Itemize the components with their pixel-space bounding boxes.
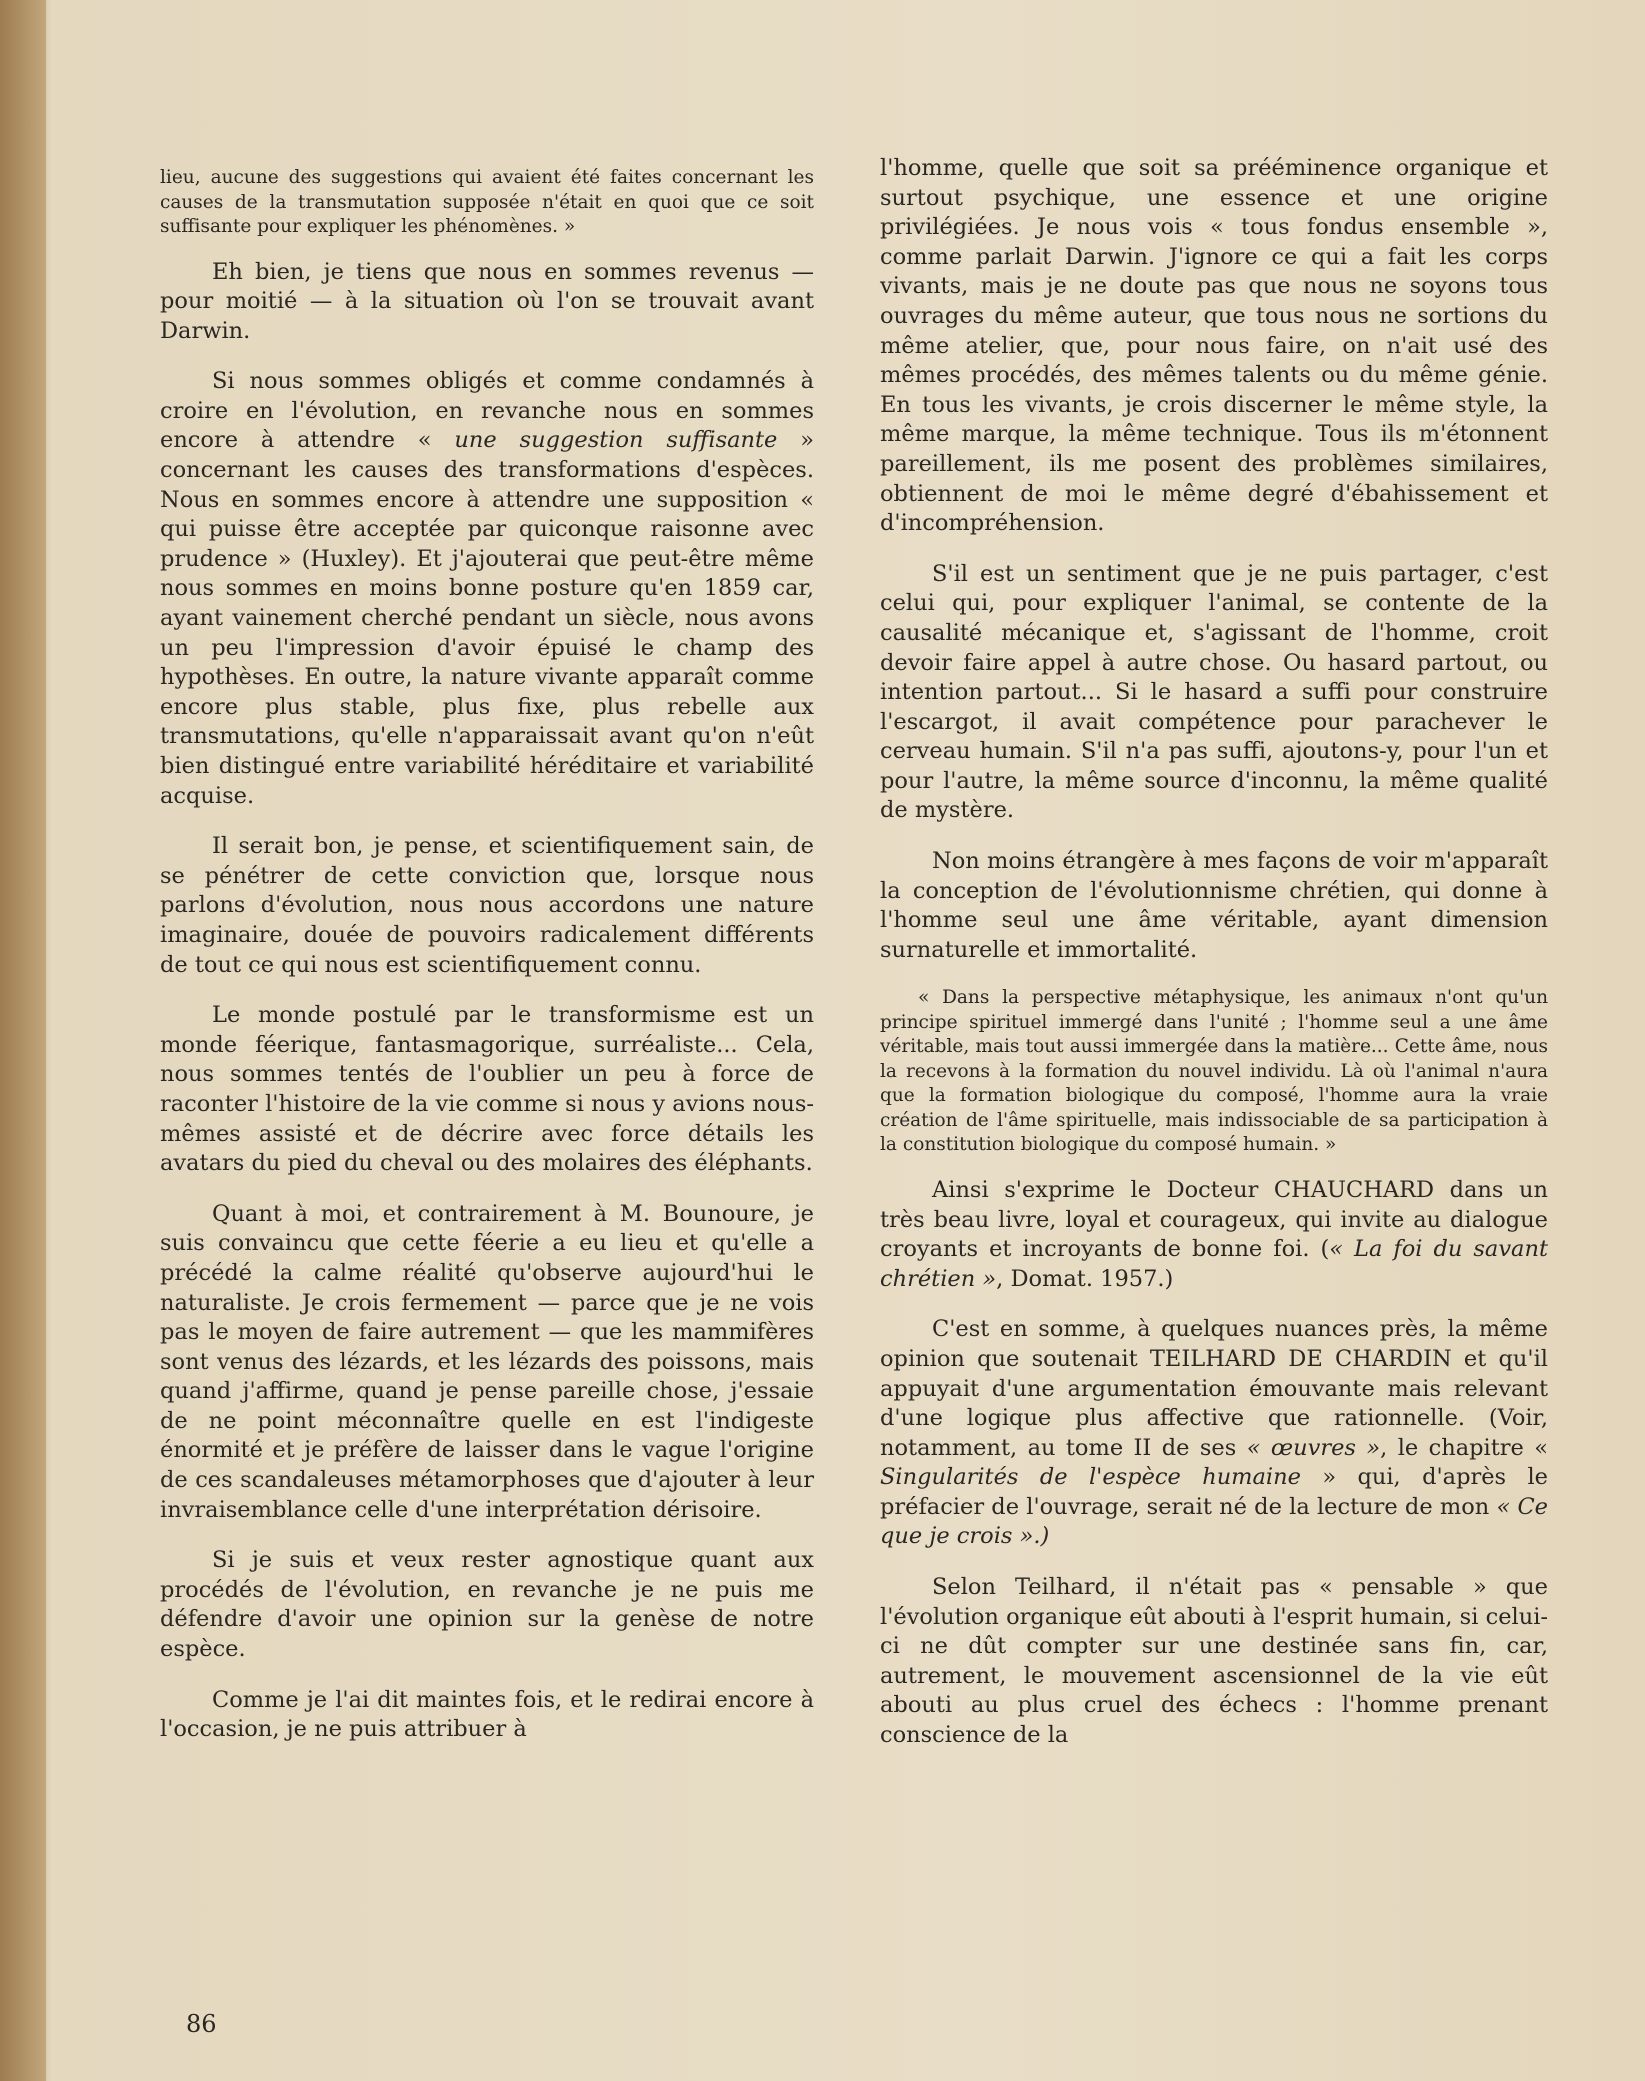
italic-text: « œuvres » [1246,1434,1381,1461]
paragraph: S'il est un sentiment que je ne puis partager, c'est celui qui, pour expliquer l'animal, se contente de la causalité mécanique et, s'agissant de l'homme, croit devoir faire appel à autre chose. Ou hasard partout, ou intention partout... Si le hasard a suffi pour construire l'escargot, il avait compétence pour parachever le cerveau humain. S'il n'a pas suffi, ajoutons-y, pour l'un et pour l'autre, la même source d'inconnu, la même qualité de mystère. [880,560,1548,824]
paragraph: l'homme, quelle que soit sa prééminence organique et surtout psychique, une essence et une origine privilégiées. Je nous vois « tous fondus ensemble », comme parlait Darwin. J'ignore ce qui a fait les corps vivants, mais je ne doute pas que nous ne soyons tous ouvrages du même auteur, que tous nous ne sortions du même atelier, que, pour nous faire, on n'ait usé des mêmes procédés, des mêmes talents ou du même génie. En tous les vivants, je crois discerner le même style, la même marque, la même technique. Tous ils m'étonnent pareillement, ils me posent des problèmes similaires, obtiennent de moi le même degré d'ébahissement et d'incompréhension. [880,155,1548,537]
paragraph: Il serait bon, je pense, et scientifiquement sain, de se pénétrer de cette conviction que, lorsque nous parlons d'évolution, nous nous accordons une nature imaginaire, douée de pouvoirs radicalement différents de tout ce qui nous est scientifiquement connu. [160,833,814,978]
page-number: 86 [186,2010,217,2038]
italic-text: Singularités de l'espèce humaine [880,1464,1301,1491]
paragraph: Non moins étrangère à mes façons de voir m'apparaît la conception de l'évolutionnisme chrétien, qui donne à l'homme seul une âme véritable, ayant dimension surnaturelle et immortalité. [880,848,1548,963]
paragraph: Selon Teilhard, il n'était pas « pensable » que l'évolution organique eût abouti à l'esprit humain, si celui-ci ne dût compter sur une destinée sans fin, car, autrement, le mouvement ascensionnel de la vie eût abouti au plus cruel des échecs : l'homme prenant conscience de la [880,1574,1548,1749]
paragraph [880,1315,1548,1552]
page-binding-edge [0,0,46,2081]
text: , Domat. 1957.) [996,1265,1174,1292]
italic-text: « La foi du savant chrétien » [880,1236,1548,1292]
paragraph: Quant à moi, et contrairement à M. Bounoure, je suis convaincu que cette féerie a eu lieu et qu'elle a précédé la calme réalité qu'observe aujourd'hui le naturaliste. Je crois fermement — parce que je ne vois pas le moyen de faire autrement — que les mammifères sont venus des lézards, et les lézards des poissons, mais quand j'affirme, quand je pense pareille chose, j'essaie de ne point méconnaître quelle en est l'indigeste énormité et je préfère de laisser dans le vague l'origine de ces scandaleuses métamorphoses que d'ajouter à leur invraisemblance celle d'une interprétation dérisoire. [160,1200,814,1523]
text: C'est en somme, à quelques nuances près, la même opinion que soutenait TEILHARD DE CHARDIN et qu'il appuyait d'une argumentation émouvante mais relevant d'une logique plus affective que rationnelle. (Voir, notamment, au tome II de ses [880,1316,1548,1461]
text: , le chapitre « [1380,1434,1549,1461]
right-column [880,154,1548,1772]
italic-text: une suggestion suffisante [454,427,778,454]
paragraph: Le monde postulé par le transformisme est un monde féerique, fantasmagorique, surréaliste... Cela, nous sommes tentés de l'oublier un peu à force de raconter l'histoire de la vie comme si nous y avions nous-mêmes assisté et de décrire avec force détails les avatars du pied du cheval ou des molaires des éléphants. [160,1002,814,1177]
left-column [160,166,814,1766]
paragraph [160,367,814,811]
italic-text: « Ce que je crois ».) [880,1493,1548,1550]
block-quote: « Dans la perspective métaphysique, les animaux n'ont qu'un principe spirituel immergé dans l'unité ; l'homme seul a une âme véritable, mais tout aussi immergée dans la matière... Cette âme, nous la recevons à la formation du nouvel individu. Là où l'animal n'aura que la formation biologique du composé, l'homme aura la vraie création de l'âme spirituelle, mais indissociable de sa participation à la constitution biologique du composé humain. » [880,987,1548,1156]
text: » concernant les causes des transformations d'espèces. Nous en sommes encore à attendre une supposition « qui puisse être acceptée par quiconque raisonne avec prudence » (Huxley). Et j'ajouterai que peut-être même nous sommes en moins bonne posture qu'en 1859 car, ayant vainement cherché pendant un siècle, nous avons un peu l'impression d'avoir épuisé le champ des hypothèses. En outre, la nature vivante apparaît comme encore plus stable, plus fixe, plus rebelle aux transmutations, qu'elle n'apparaissait avant qu'on n'eût bien distingué entre variabilité héréditaire et variabilité acquise. [160,427,814,809]
paragraph [880,1176,1548,1294]
text: Si nous sommes obligés et comme condamnés à croire en l'évolution, en revanche nous en sommes encore à attendre « [160,368,814,454]
quote-continuation: lieu, aucune des suggestions qui avaient été faites concernant les causes de la transmutation supposée n'était en quoi que ce soit suffisante pour expliquer les phénomènes. » [160,167,814,237]
paragraph: Eh bien, je tiens que nous en sommes revenus — pour moitié — à la situation où l'on se trouvait avant Darwin. [160,258,814,344]
text: Ainsi s'exprime le Docteur CHAUCHARD dans un très beau livre, loyal et courageux, qui invite au dialogue croyants et incroyants de bonne foi. ( [880,1176,1548,1263]
paragraph: Comme je l'ai dit maintes fois, et le redirai encore à l'occasion, je ne puis attribuer à [160,1686,814,1743]
paragraph: Si je suis et veux rester agnostique quant aux procédés de l'évolution, en revanche je ne puis me défendre d'avoir une opinion sur la genèse de notre espèce. [160,1547,814,1663]
text: » qui, d'après le préfacier de l'ouvrage, serait né de la lecture de mon [880,1464,1548,1520]
